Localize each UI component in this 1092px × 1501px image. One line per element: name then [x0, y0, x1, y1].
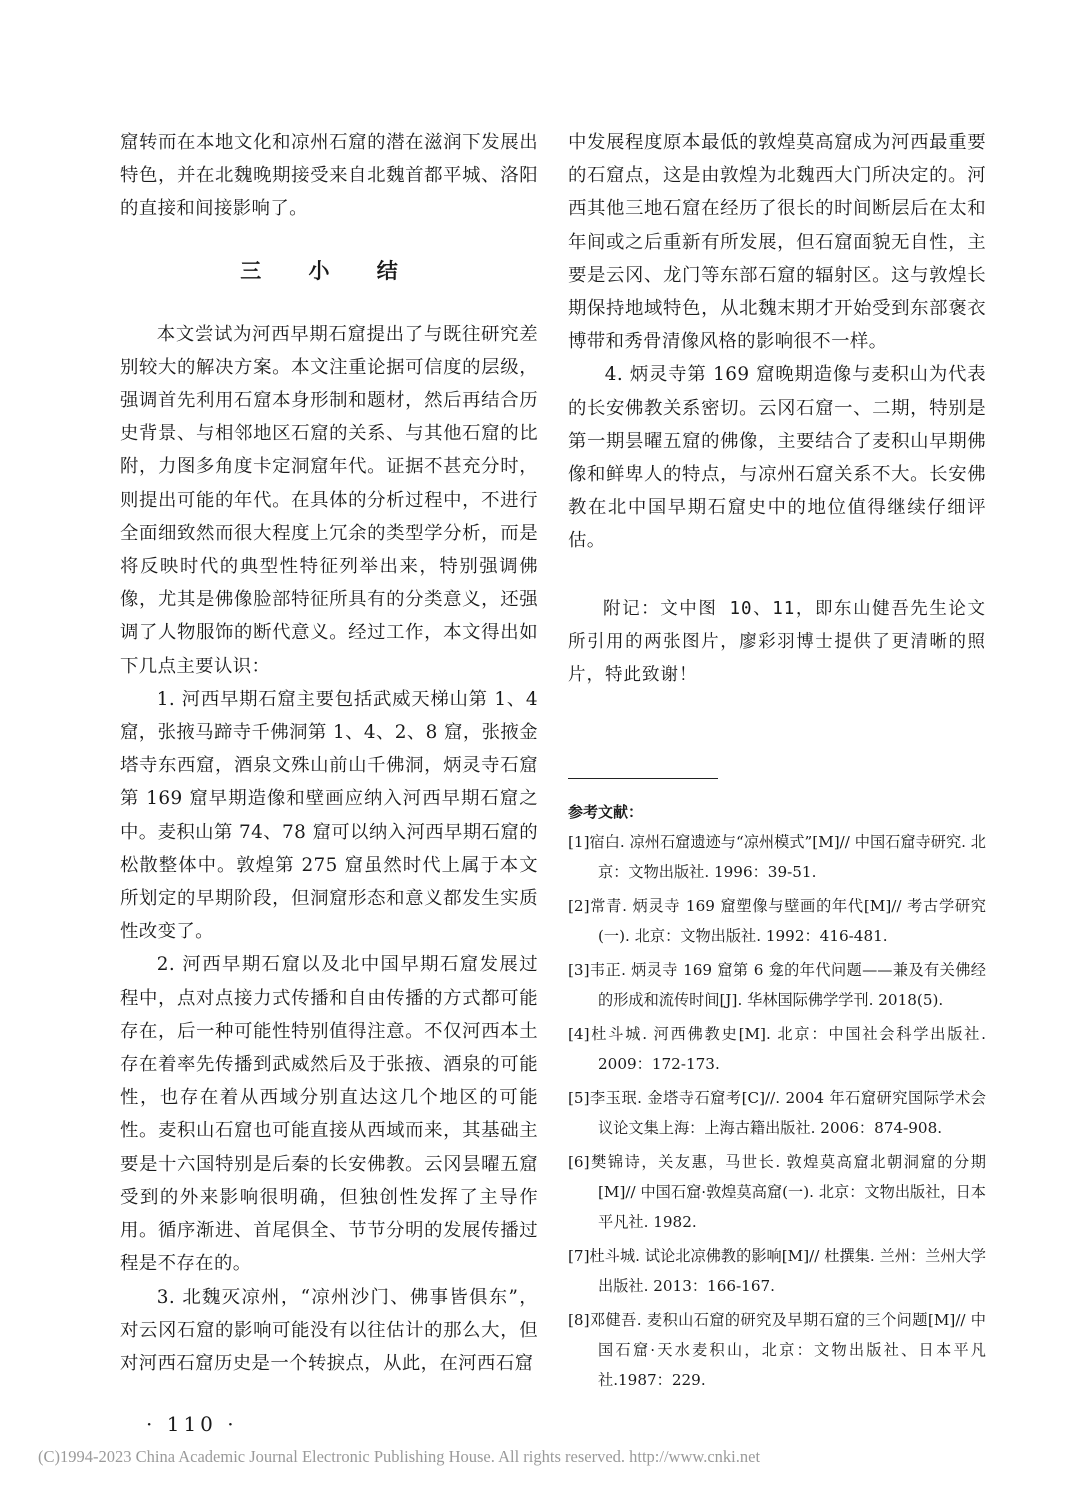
left-column — [120, 126, 538, 1380]
right-column — [568, 126, 986, 1395]
footnote-divider — [568, 778, 718, 779]
reference-item: [5]李玉珉. 金塔寺石窟考[C]//. 2004 年石窟研究国际学术会议论文集上海：上海古籍出版社. 2006：874-908. — [568, 1088, 986, 1137]
intro-paragraph: 窟转而在本地文化和凉州石窟的潜在滋润下发展出特色，并在北魏晚期接受来自北魏首都平城、洛阳的直接和间接影响了。 — [120, 132, 538, 220]
point-4-paragraph: 4. 炳灵寺第 169 窟晚期造像与麦积山为代表的长安佛教关系密切。云冈石窟一、二期，特别是第一期昙曜五窟的佛像，主要结合了麦积山早期佛像和鲜卑人的特点，与凉州石窟关系不大。长安佛教在北中国早期石窟史中的地位值得继续仔细评估。 — [568, 364, 986, 552]
acknowledgement-note: 附记：文中图 10、11，即东山健吾先生论文所引用的两张图片，廖彩羽博士提供了更清晰的照片，特此致谢！ — [568, 598, 986, 685]
reference-item: [4]杜斗城. 河西佛教史[M]. 北京：中国社会科学出版社. 2009：172-173. — [568, 1024, 986, 1073]
summary-paragraph: 本文尝试为河西早期石窟提出了与既往研究差别较大的解决方案。本文注重论据可信度的层级，强调首先利用石窟本身形制和题材，然后再结合历史背景、与相邻地区石窟的关系、与其他石窟的比附，力图多角度卡定洞窟年代。证据不甚充分时，则提出可能的年代。在具体的分析过程中，不进行全面细致然而很大程度上冗余的类型学分析，而是将反映时代的典型性特征列举出来，特别强调佛像，尤其是佛像脸部特征所具有的分类意义，还强调了人物服饰的断代意义。经过工作，本文得出如下几点主要认识： — [120, 323, 538, 677]
reference-item: [3]韦正. 炳灵寺 169 窟第 6 龛的年代问题——兼及有关佛经的形成和流传时间[J]. 华林国际佛学学刊. 2018(5). — [568, 960, 986, 1009]
reference-item: [7]杜斗城. 试论北凉佛教的影响[M]// 杜撰集. 兰州：兰州大学出版社. 2013：166-167. — [568, 1246, 986, 1295]
references-list — [568, 827, 986, 1395]
point-2-paragraph: 2. 河西早期石窟以及北中国早期石窟发展过程中，点对点接力式传播和自由传播的方式都可能存在，后一种可能性特别值得注意。不仅河西本土存在着率先传播到武威然后及于张掖、酒泉的可能性，也存在着从西域分别直达这几个地区的可能性。麦积山石窟也可能直接从西域而来，其基础主要是十六国特别是后秦的长安佛教。云冈昙曜五窟受到的外来影响很明确，但独创性发挥了主导作用。循序渐进、首尾俱全、节节分明的发展传播过程是不存在的。 — [120, 954, 538, 1275]
reference-item: [1]宿白. 凉州石窟遗迹与“凉州模式”[M]// 中国石窟寺研究. 北京：文物出版社. 1996：39-51. — [568, 832, 986, 881]
reference-item: [8]邓健吾. 麦积山石窟的研究及早期石窟的三个问题[M]// 中国石窟·天水麦积山，北京：文物出版社、日本平凡社.1987：229. — [568, 1310, 986, 1389]
section-heading: 三 小 结 — [240, 257, 418, 283]
reference-item: [2]常青. 炳灵寺 169 窟塑像与壁画的年代[M]// 考古学研究(一). 北京：文物出版社. 1992：416-481. — [568, 896, 986, 945]
point-3-paragraph: 3. 北魏灭凉州，“凉州沙门、佛事皆俱东”，对云冈石窟的影响可能没有以往估计的那么大，但对河西石窟历史是一个转捩点，从此，在河西石窟 — [120, 1286, 538, 1374]
reference-item: [6]樊锦诗，关友惠，马世长. 敦煌莫高窟北朝洞窟的分期[M]// 中国石窟·敦煌莫高窟(一). 北京：文物出版社，日本平凡社. 1982. — [568, 1152, 986, 1231]
page-number: · 110 · — [146, 1412, 238, 1436]
references-heading: 参考文献： — [568, 802, 644, 821]
continued-paragraph: 中发展程度原本最低的敦煌莫高窟成为河西最重要的石窟点，这是由敦煌为北魏西大门所决定的。河西其他三地石窟在经历了很长的时间断层后在太和年间或之后重新有所发展，但石窟面貌无自性，主要是云冈、龙门等东部石窟的辐射区。这与敦煌长期保持地域特色，从北魏末期才开始受到东部褒衣博带和秀骨清像风格的影响很不一样。 — [568, 132, 986, 353]
point-1-paragraph: 1. 河西早期石窟主要包括武威天梯山第 1、4 窟，张掖马蹄寺千佛洞第 1、4、2、8 窟，张掖金塔寺东西窟，酒泉文殊山前山千佛洞，炳灵寺石窟第 169 窟早期造像和壁画应纳入河西早期石窟之中。麦积山第 74、78 窟可以纳入河西早期石窟的松散整体中。敦煌第 275 窟虽然时代上属于本文所划定的早期阶段，但洞窟形态和意义都发生实质性改变了。 — [120, 688, 538, 943]
copyright-notice: (C)1994-2023 China Academic Journal Electronic Publishing House. All rights reserved. http://www.cnki.net — [38, 1447, 761, 1466]
